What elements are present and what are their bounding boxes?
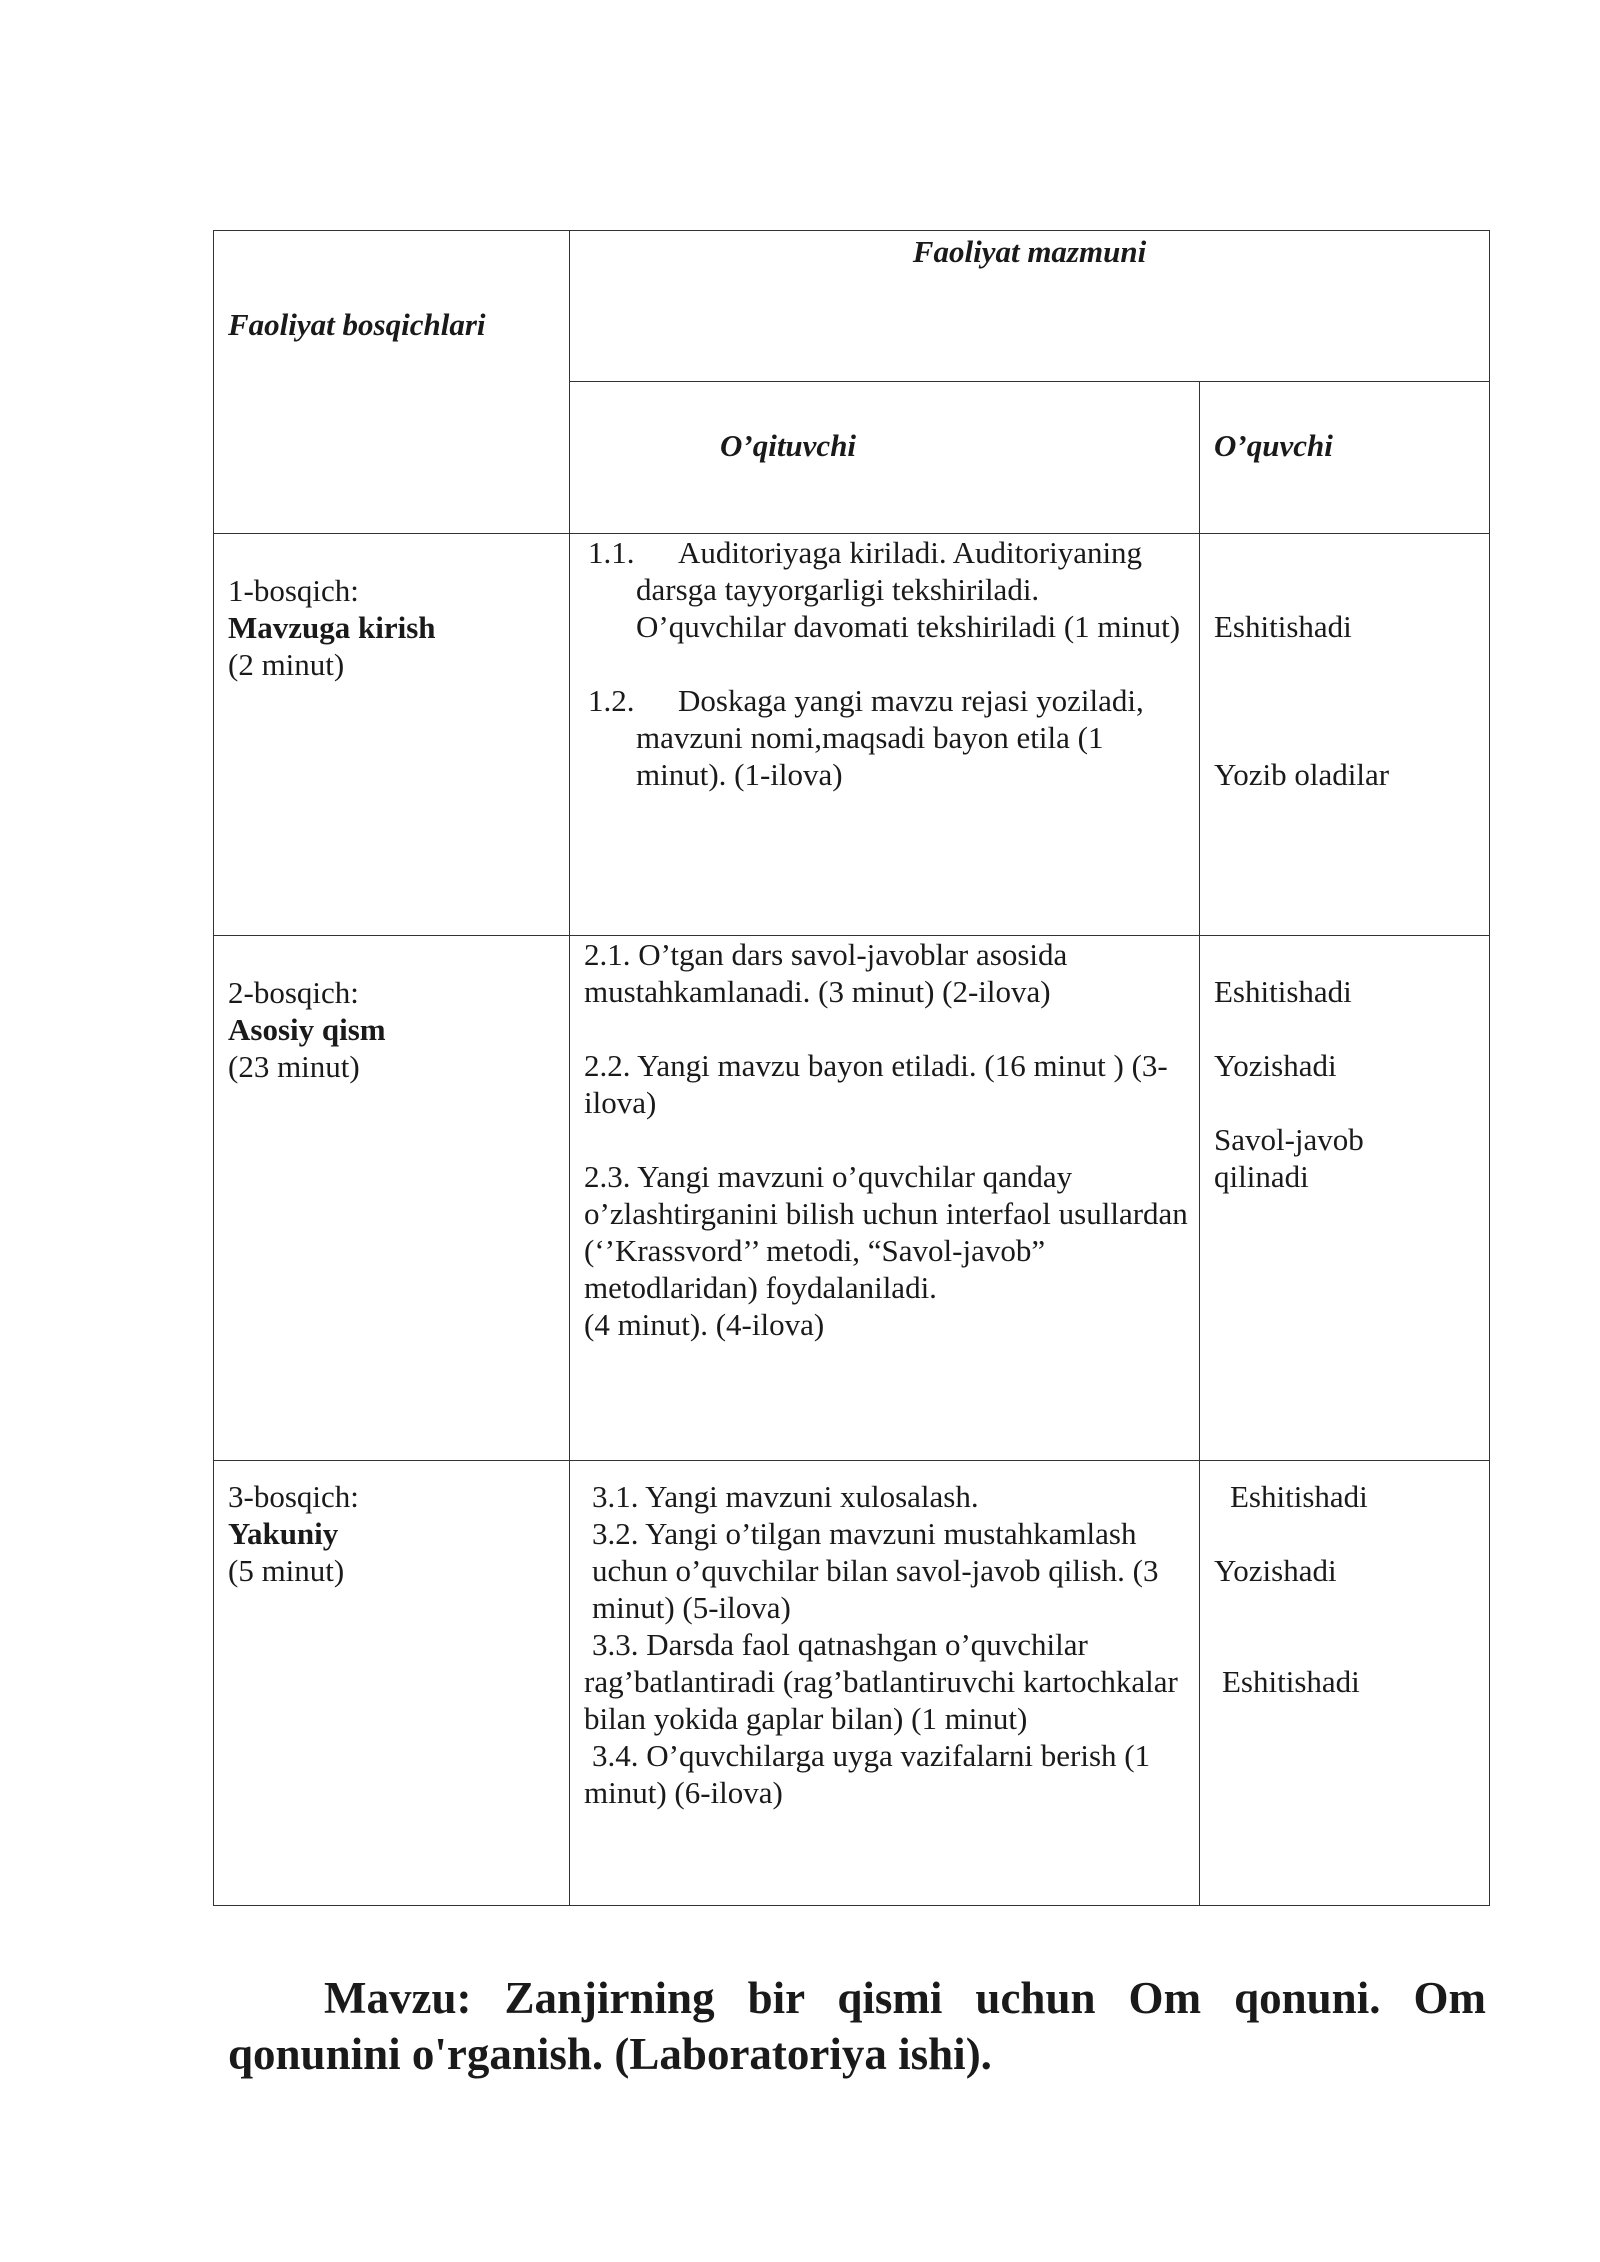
stage-name: Asosiy qism (228, 1012, 386, 1047)
header-stages: Faoliyat bosqichlari (228, 307, 486, 342)
student-activity: Yozishadi (1214, 1553, 1337, 1588)
header-student: O’quvchi (1214, 428, 1333, 463)
item-text-continued: mavzuni nomi,maqsadi bayon etila (1 minut). (1-ilova) (636, 720, 1104, 792)
student-activity: Yozishadi (1214, 1048, 1337, 1083)
student-cell (1200, 1461, 1490, 1906)
list-item: 3.3. Darsda faol qatnashgan o’quvchilar (592, 1627, 1088, 1662)
list-item (588, 534, 1189, 571)
header-content: Faoliyat mazmuni (912, 234, 1147, 269)
student-activity: Eshitishadi (1230, 1479, 1368, 1514)
table-row (214, 936, 1490, 1461)
item-text: Auditoriyaga kiriladi. Auditoriyaning (678, 535, 1143, 570)
header-content-cell (570, 231, 1490, 382)
list-item (588, 682, 1189, 719)
stage-number: 3-bosqich: (228, 1479, 359, 1514)
student-cell (1200, 936, 1490, 1461)
stage-cell (214, 936, 570, 1461)
header-stages-cell (214, 231, 570, 534)
item-text-continued: darsga tayyorgarligi tekshiriladi. O’quvchilar davomati tekshiriladi (1 minut) (636, 572, 1181, 644)
topic-heading: Mavzu: Zanjirning bir qismi uchun Om qonuni. Om qonunini o'rganish. (Laboratoriya ishi). (228, 1973, 1486, 2079)
list-item: minut) (6-ilova) (584, 1775, 783, 1810)
list-item: 2.3. Yangi mavzuni o’quvchilar qanday o’zlashtirganini bilish uchun interfaol usullardan (‘’Krassvord’’ metodi, “Savol-javob” metodlaridan) foydalaniladi. (584, 1159, 1188, 1305)
list-item: rag’batlantiradi (rag’batlantiruvchi kartochkalar bilan yokida gaplar bilan) (1 minut) (584, 1664, 1178, 1736)
student-cell (1200, 534, 1490, 936)
item-number: 1.2. (588, 683, 635, 718)
teacher-cell (570, 534, 1200, 936)
list-item: 2.2. Yangi mavzu bayon etiladi. (16 minut ) (3-ilova) (584, 1048, 1168, 1120)
student-activity: Savol-javob qilinadi (1214, 1122, 1364, 1194)
table-row (214, 534, 1490, 936)
student-activity: Eshitishadi (1214, 974, 1352, 1009)
list-item: (4 minut). (4-ilova) (584, 1307, 825, 1342)
stage-cell (214, 1461, 570, 1906)
student-activity: Eshitishadi (1214, 609, 1352, 644)
stage-number: 1-bosqich: (228, 573, 359, 608)
student-activity: Eshitishadi (1222, 1664, 1360, 1699)
item-text: Doskaga yangi mavzu rejasi yoziladi, (678, 683, 1144, 718)
header-student-cell (1200, 382, 1490, 534)
item-number: 1.1. (588, 535, 635, 570)
stage-name: Yakuniy (228, 1516, 339, 1551)
stage-number: 2-bosqich: (228, 975, 359, 1010)
teacher-cell (570, 936, 1200, 1461)
stage-time: (5 minut) (228, 1553, 345, 1588)
student-activity: Yozib oladilar (1214, 757, 1390, 792)
stage-time: (23 minut) (228, 1049, 360, 1084)
list-item: 3.2. Yangi o’tilgan mavzuni mustahkamlash uchun o’quvchilar bilan savol-javob qilish. (3 minut) (5-ilova) (592, 1516, 1159, 1625)
stage-cell (214, 534, 570, 936)
list-item: 2.1. O’tgan dars savol-javoblar asosida mustahkamlanadi. (3 minut) (2-ilova) (584, 937, 1068, 1009)
list-item: 3.4. O’quvchilarga uyga vazifalarni berish (1 (592, 1738, 1151, 1773)
stage-time: (2 minut) (228, 647, 345, 682)
table-row (214, 1461, 1490, 1906)
teacher-cell (570, 1461, 1200, 1906)
stage-name: Mavzuga kirish (228, 610, 436, 645)
lesson-plan-table (213, 230, 1490, 1906)
list-item: 3.1. Yangi mavzuni xulosalash. (592, 1479, 979, 1514)
header-teacher-cell (570, 382, 1200, 534)
header-teacher: O’qituvchi (720, 428, 857, 463)
